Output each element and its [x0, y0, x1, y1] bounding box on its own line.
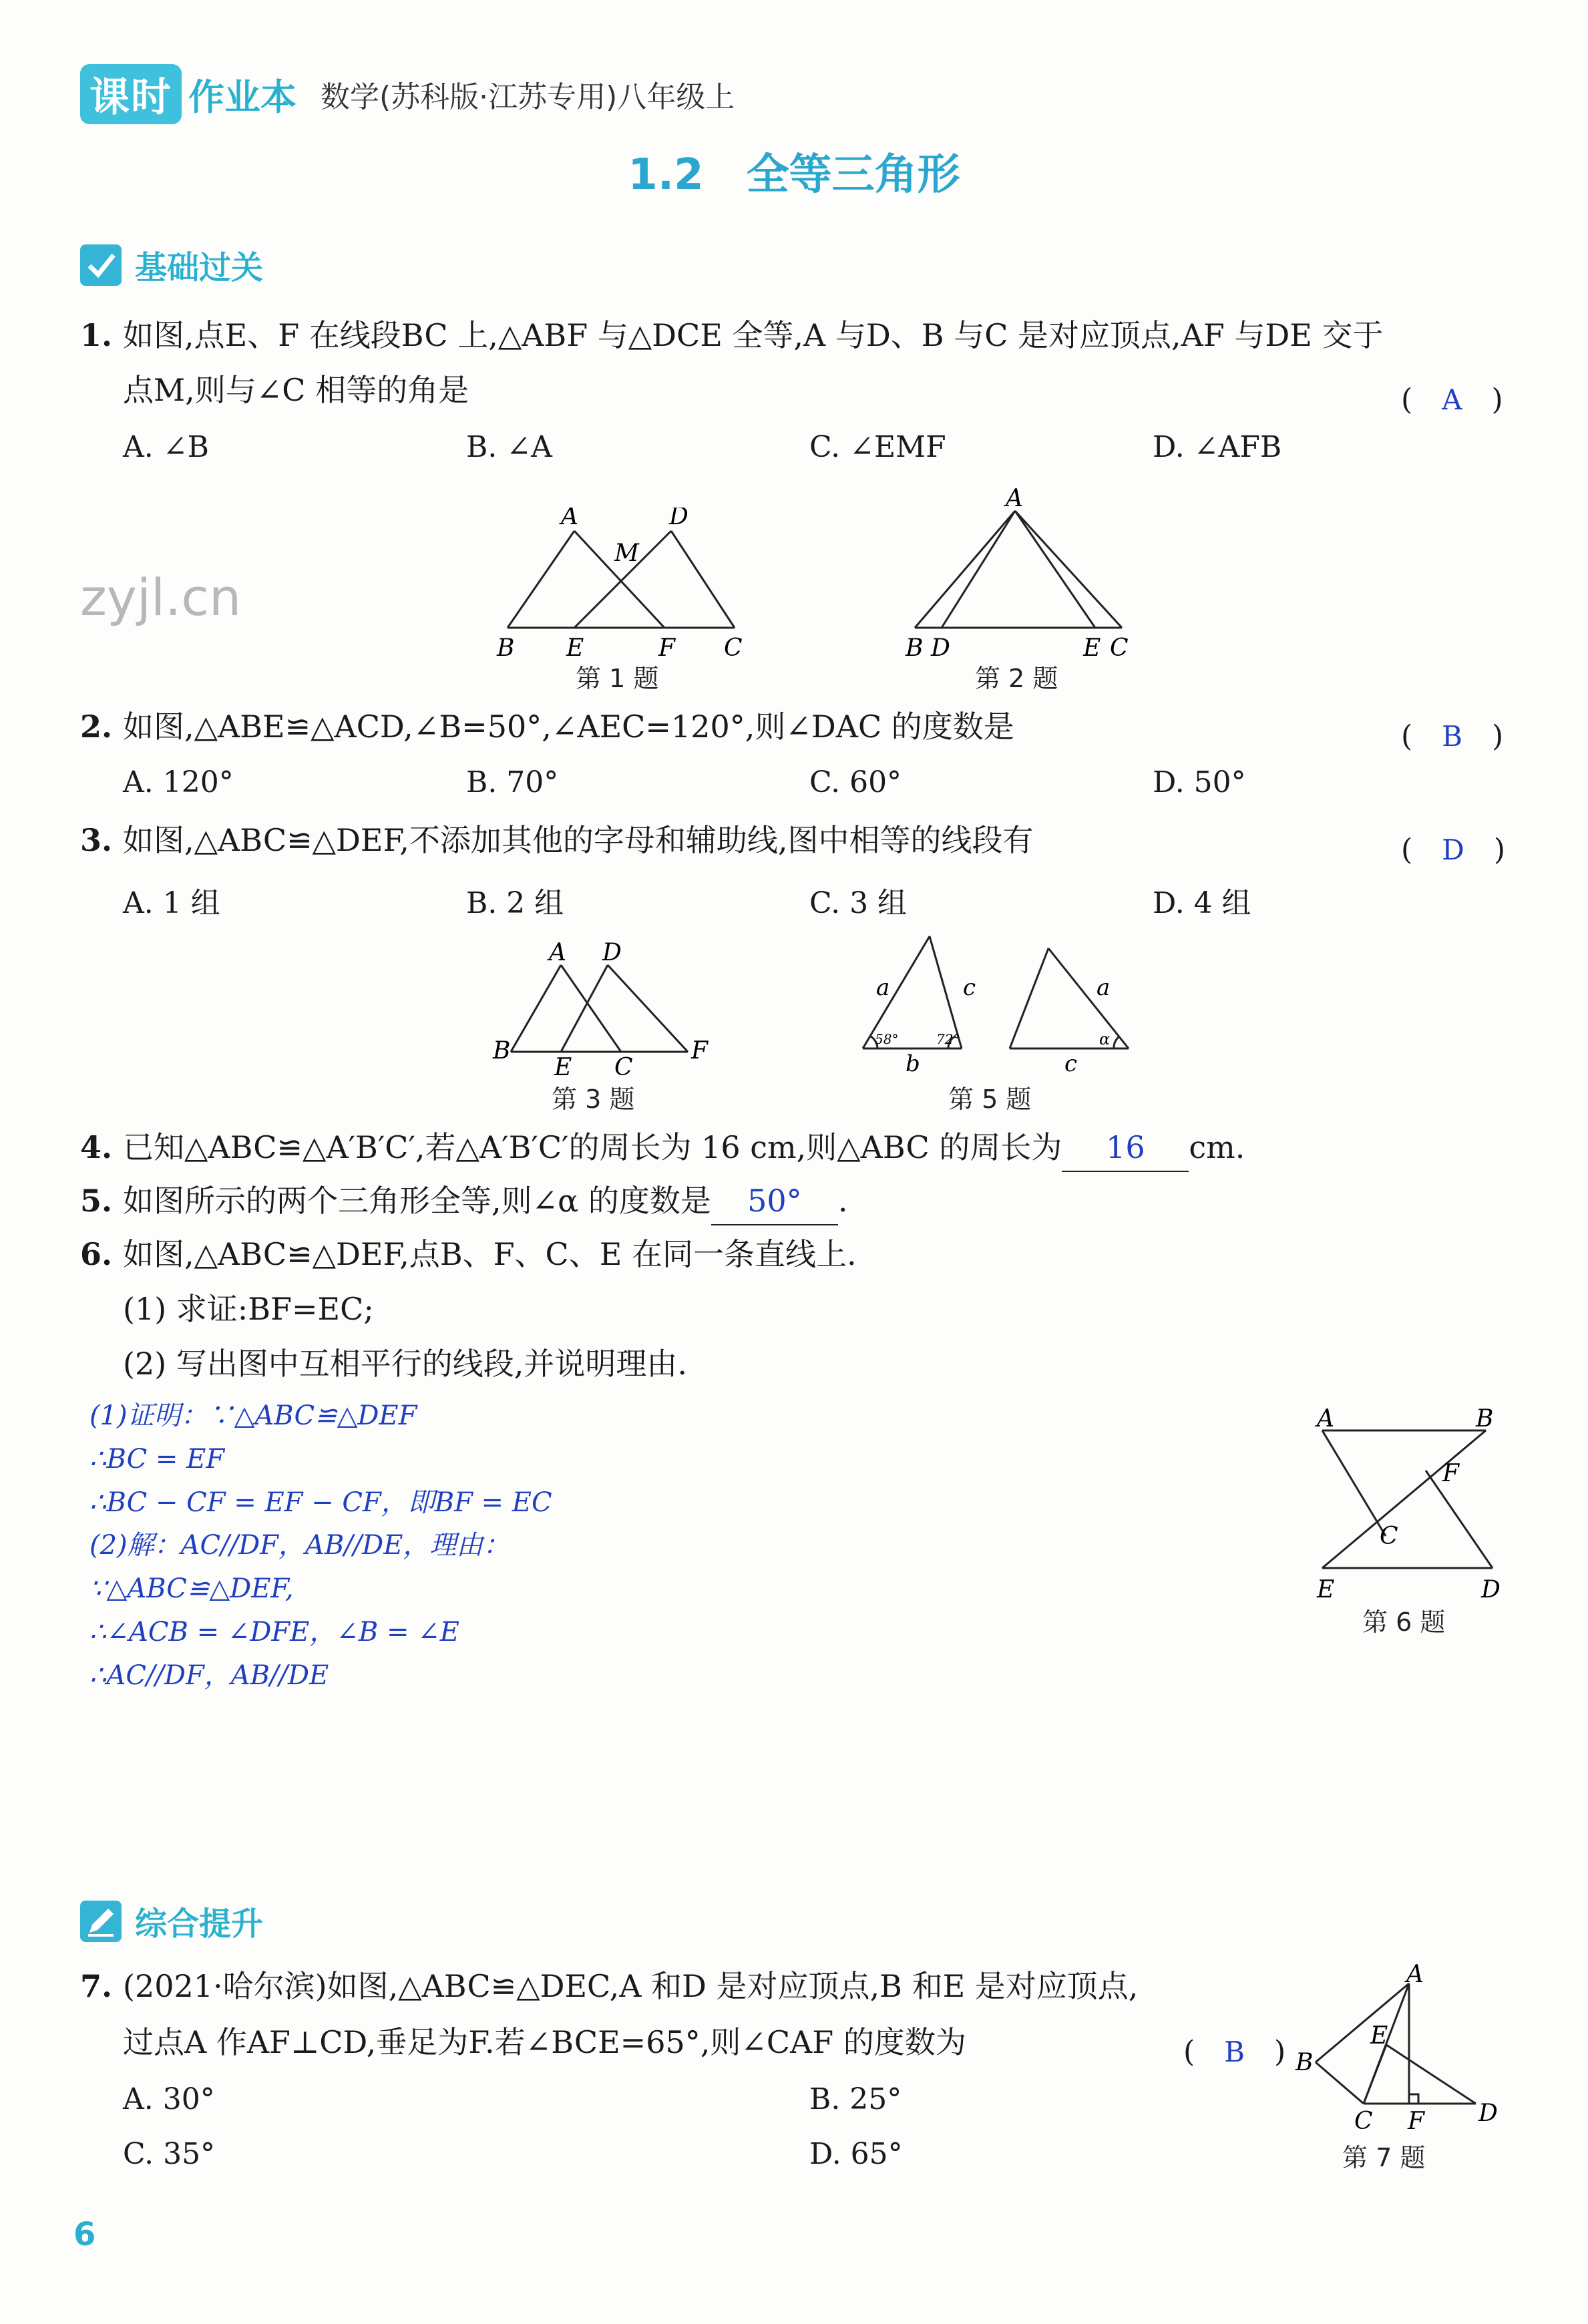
label-F: F	[1408, 2108, 1424, 2135]
label-E: E	[1370, 2022, 1388, 2050]
label-C: C	[724, 634, 743, 661]
question-text: 如图所示的两个三角形全等,则∠α 的度数是	[123, 1183, 711, 1219]
question-number: 4.	[80, 1129, 113, 1165]
option-c: C. 60°	[809, 765, 902, 799]
question-number: 6.	[80, 1236, 113, 1272]
angle-58: 58°	[875, 1031, 899, 1047]
question-3	[80, 817, 1033, 863]
label-A: A	[1406, 1963, 1424, 1988]
answer-bracket: ( B )	[1401, 719, 1504, 753]
figure-6	[1302, 1402, 1503, 1603]
watermark: zyjl.cn	[80, 568, 242, 627]
label-E: E	[1083, 634, 1101, 661]
period: .	[837, 1183, 848, 1219]
question-text: 已知△ABC≌△A′B′C′,若△A′B′C′的周长为 16 cm,则△ABC 的周长为	[123, 1129, 1062, 1165]
label-E: E	[554, 1054, 572, 1081]
label-c: c	[963, 974, 976, 1001]
label-D: D	[669, 508, 688, 530]
option-d: D. 65°	[809, 2137, 903, 2171]
label-D: D	[602, 939, 622, 966]
label-E: E	[1317, 1576, 1335, 1603]
pencil-icon	[80, 1901, 122, 1942]
question-6-part-1: (1) 求证:BF=EC;	[123, 1291, 374, 1327]
question-number: 2.	[80, 709, 113, 745]
label-A: A	[549, 939, 566, 966]
option-b: B. 2 组	[466, 886, 564, 920]
check-icon	[80, 244, 122, 286]
label-F: F	[1442, 1460, 1459, 1487]
label-C: C	[614, 1054, 633, 1081]
label-A: A	[1317, 1405, 1334, 1432]
lesson-title: 1.2 全等三角形	[628, 150, 960, 200]
label-B: B	[493, 1037, 511, 1064]
question-text: 如图,△ABC≌△DEF,不添加其他的字母和辅助线,图中相等的线段有	[123, 822, 1034, 858]
question-number: 7.	[80, 1968, 113, 2004]
label-a: a	[876, 974, 890, 1001]
label-C: C	[1110, 634, 1129, 661]
question-1	[80, 313, 1383, 359]
angle-alpha: α	[1099, 1030, 1111, 1048]
answer: B	[1224, 2036, 1245, 2068]
label-B: B	[1296, 2049, 1314, 2076]
label-A: A	[561, 508, 578, 530]
question-text: (2021·哈尔滨)如图,△ABC≌△DEC,A 和D 是对应顶点,B 和E 是对应顶点,	[123, 1968, 1139, 2004]
answer-blank: 50°	[711, 1178, 838, 1225]
section-basic	[80, 242, 263, 288]
figure-6-caption: 第 6 题	[1362, 1607, 1446, 1637]
section-label: 综合提升	[135, 1905, 264, 1943]
q6-solution	[89, 1394, 552, 1698]
label-b: b	[906, 1050, 920, 1075]
label-D: D	[1478, 2100, 1498, 2127]
question-7-line2: 过点A 作AF⊥CD,垂足为F.若∠BCE=65°,则∠CAF 的度数为	[123, 2024, 966, 2060]
section-label: 基础过关	[135, 249, 264, 286]
question-1-line2: 点M,则与∠C 相等的角是	[123, 372, 469, 408]
answer-blank: 16	[1062, 1125, 1189, 1172]
option-a: A. 120°	[123, 765, 234, 799]
brand-logo: 课时	[80, 64, 182, 124]
question-6	[80, 1231, 857, 1278]
angle-72: 72°	[936, 1031, 960, 1047]
question-text: 如图,点E、F 在线段BC 上,△ABF 与△DCE 全等,A 与D、B 与C 是对应顶点,AF 与DE 交于	[123, 317, 1384, 353]
question-text: 如图,△ABC≌△DEF,点B、F、C、E 在同一条直线上.	[123, 1236, 857, 1272]
solution-line: (1)证明：∵△ABC≌△DEF	[89, 1400, 417, 1431]
label-C: C	[1380, 1523, 1398, 1550]
solution-line: ∴BC = EF	[89, 1443, 225, 1475]
question-text: 如图,△ABE≌△ACD,∠B=50°,∠AEC=120°,则∠DAC 的度数是	[123, 709, 1014, 745]
answer-bracket: ( D )	[1401, 833, 1506, 867]
label-F: F	[658, 634, 675, 661]
label-B: B	[497, 634, 515, 661]
option-b: B. 25°	[809, 2082, 902, 2116]
figure-7	[1289, 1963, 1503, 2137]
option-d: D. 50°	[1153, 765, 1246, 799]
figure-5-caption: 第 5 题	[948, 1085, 1032, 1114]
label-D: D	[1481, 1576, 1501, 1603]
page-number: 6	[73, 2216, 96, 2253]
answer-bracket: ( A )	[1401, 383, 1503, 417]
question-5	[80, 1178, 847, 1225]
figure-2	[895, 488, 1149, 661]
label-B: B	[906, 634, 924, 661]
label-F: F	[691, 1037, 708, 1064]
figure-2-caption: 第 2 题	[975, 664, 1058, 693]
question-2	[80, 704, 1014, 750]
figure-5	[848, 928, 1149, 1075]
label-M: M	[614, 540, 639, 567]
question-6-part-2: (2) 写出图中互相平行的线段,并说明理由.	[123, 1346, 688, 1382]
figure-3-caption: 第 3 题	[552, 1085, 635, 1114]
figure-1-caption: 第 1 题	[576, 664, 659, 693]
label-a: a	[1097, 974, 1111, 1001]
figure-1	[494, 508, 761, 661]
question-number: 5.	[80, 1183, 113, 1219]
series-name: 作业本	[188, 75, 296, 118]
option-a: A. 30°	[123, 2082, 215, 2116]
label-c: c	[1064, 1050, 1078, 1075]
solution-line: ∵△ABC≌△DEF,	[89, 1573, 294, 1605]
option-d: D. ∠AFB	[1153, 430, 1282, 464]
option-a: A. 1 组	[123, 886, 220, 920]
label-C: C	[1354, 2108, 1373, 2135]
answer: D	[1442, 833, 1464, 866]
section-advanced	[80, 1898, 263, 1944]
answer-bracket: ( B )	[1183, 2035, 1286, 2069]
option-d: D. 4 组	[1153, 886, 1251, 920]
figure-7-caption: 第 7 题	[1342, 2143, 1426, 2172]
answer: A	[1442, 383, 1462, 416]
question-number: 1.	[80, 317, 113, 353]
option-b: B. ∠A	[466, 430, 552, 464]
solution-line: ∴∠ACB = ∠DFE，∠B = ∠E	[89, 1616, 459, 1648]
label-D: D	[931, 634, 950, 661]
answer: B	[1442, 720, 1463, 753]
question-4	[80, 1125, 1245, 1172]
solution-line: (2)解：AC//DF，AB//DE，理由：	[89, 1530, 510, 1561]
option-c: C. ∠EMF	[809, 430, 946, 464]
figure-3	[487, 935, 715, 1082]
label-A: A	[1006, 488, 1023, 512]
option-c: C. 35°	[123, 2137, 216, 2171]
unit: cm.	[1189, 1129, 1245, 1165]
option-a: A. ∠B	[123, 430, 209, 464]
question-7	[80, 1963, 1138, 2009]
label-E: E	[566, 634, 584, 661]
question-number: 3.	[80, 822, 113, 858]
page-header	[80, 64, 735, 124]
label-B: B	[1476, 1405, 1494, 1432]
solution-line: ∴BC − CF = EF − CF，即BF = EC	[89, 1487, 552, 1518]
solution-line: ∴AC//DF，AB//DE	[89, 1660, 329, 1691]
option-b: B. 70°	[466, 765, 559, 799]
subject-label: 数学(苏科版·江苏专用)八年级上	[321, 80, 735, 114]
option-c: C. 3 组	[809, 886, 908, 920]
